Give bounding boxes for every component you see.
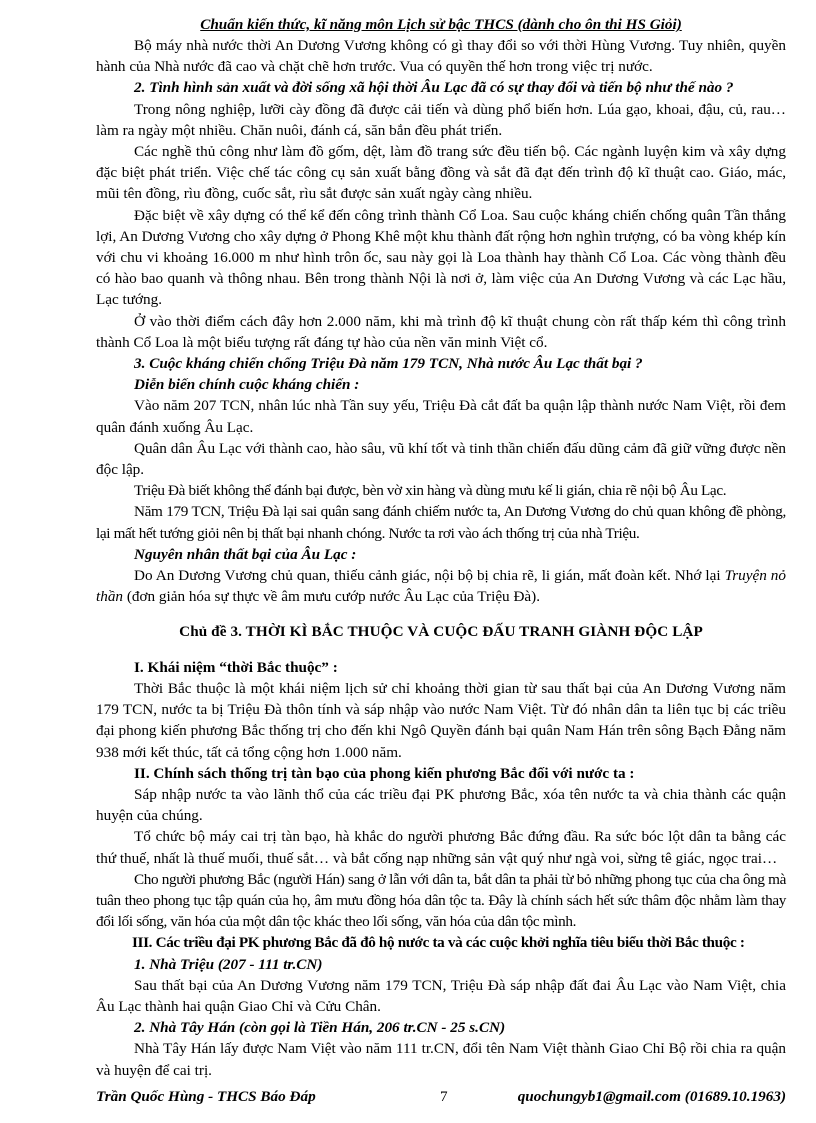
paragraph-state-apparatus: Bộ máy nhà nước thời An Dương Vương không có gì thay đổi so với thời Hùng Vương. Tuy nhiên, quyền hành của Nhà nước đã cao và chặt chẽ hơn trước. Vua có quyền thế hơn trong việc trị nước. bbox=[96, 37, 786, 76]
subheading-main-events: Diễn biến chính cuộc kháng chiến : bbox=[134, 376, 360, 394]
footer-author: Trần Quốc Hùng - THCS Báo Đáp bbox=[96, 1088, 316, 1105]
document-page bbox=[96, 14, 786, 1081]
footer-contact: quochungyb1@gmail.com (01689.10.1963) bbox=[517, 1088, 786, 1105]
paragraph-assimilation: Cho người phương Bắc (người Hán) sang ở lẫn với dân ta, bắt dân ta phải từ bỏ những phong tục của cha ông mà tuân theo phong tục tập quán của họ, âm mưu đồng hóa dân tộc ta. Đây là chính sách hết sức thâm độc nhằm làm thay đổi lối sống, văn hóa của một dân tộc khác theo lối sống, văn hóa của dân tộc mình. bbox=[96, 870, 786, 931]
paragraph-co-loa-pride: Ở vào thời điểm cách đây hơn 2.000 năm, khi mà trình độ kĩ thuật chung còn rất thấp kém thì công trình thành Cổ Loa là một biểu tượng rất đáng tự hào của nền văn minh Việt cổ. bbox=[96, 312, 786, 351]
section-ii-heading: II. Chính sách thống trị tàn bạo của phong kiến phương Bắc đối với nước ta : bbox=[134, 764, 635, 782]
paragraph-western-han: Nhà Tây Hán lấy được Nam Việt vào năm 111 tr.CN, đổi tên Nam Việt thành Giao Chỉ Bộ rồi chia ra quận và huyện để cai trị. bbox=[96, 1040, 786, 1079]
paragraph-agriculture: Trong nông nghiệp, lưỡi cày đồng đã được cải tiến và dùng phổ biến hơn. Lúa gạo, khoai, đậu, củ, rau… làm ra ngày một nhiều. Chăn nuôi, đánh cá, săn bắn đều phát triển. bbox=[96, 100, 786, 139]
section-i-heading: I. Khái niệm “thời Bắc thuộc” : bbox=[134, 658, 338, 676]
paragraph-independence: Quân dân Âu Lạc với thành cao, hào sâu, vũ khí tốt và tinh thần chiến đấu dũng cảm đã giữ vững được nền độc lập. bbox=[96, 439, 786, 479]
subheading-causes-of-defeat: Nguyên nhân thất bại của Âu Lạc : bbox=[134, 545, 357, 563]
paragraph-annexation: Sáp nhập nước ta vào lãnh thổ của các triều đại PK phương Bắc, xóa tên nước ta và chia thành các quận huyện của chúng. bbox=[96, 785, 786, 825]
section-iii-heading: III. Các triều đại PK phương Bắc đã đô hộ nước ta và các cuộc khởi nghĩa tiêu biểu thời Bắc thuộc : bbox=[132, 934, 745, 952]
magic-crossbow-legend: Truyện nỏ thần bbox=[96, 567, 786, 606]
paragraph-causes bbox=[96, 565, 786, 607]
paragraph-207-tcn: Vào năm 207 TCN, nhân lúc nhà Tần suy yếu, Triệu Đà cắt đất ba quận lập thành nước Nam Việt, rồi đem quân đánh xuống Âu Lạc. bbox=[96, 397, 786, 436]
paragraph-handicrafts: Các nghề thủ công như làm đồ gốm, dệt, làm đồ trang sức đều tiến bộ. Các ngành luyện kim và xây dựng đặc biệt phát triển. Việc chế tác công cụ sản xuất bằng đồng và sắt đã đạt đến trình độ kĩ thuật cao. Giáo, mác, mũi tên đồng, rìu đồng, cuốc sắt, rìu sắt được sản xuất ngày càng nhiều. bbox=[96, 143, 786, 203]
subsection-trieu-dynasty: 1. Nhà Triệu (207 - 111 tr.CN) bbox=[134, 955, 323, 973]
heading-production-society: 2. Tình hình sản xuất và đời sống xã hội thời Âu Lạc đã có sự thay đổi và tiến bộ như thế nào ? bbox=[134, 79, 734, 97]
heading-resistance-trieu-da: 3. Cuộc kháng chiến chống Triệu Đà năm 179 TCN, Nhà nước Âu Lạc thất bại ? bbox=[134, 355, 643, 373]
paragraph-division-scheme: Triệu Đà biết không thể đánh bại được, bèn vờ xin hàng và dùng mưu kế li gián, chia rẽ nội bộ Âu Lạc. bbox=[134, 482, 727, 500]
causes-text-end: (đơn giản hóa sự thực về âm mưu cướp nước Âu Lạc của Triệu Đà). bbox=[123, 588, 541, 606]
paragraph-co-loa: Đặc biệt về xây dựng có thể kể đến công trình thành Cổ Loa. Sau cuộc kháng chiến chống quân Tần thắng lợi, An Dương Vương cho xây dựng ở Phong Khê một khu thành đất rộng hơn nghìn trượng, có ba vòng khép kín với chu vi khoảng 16.000 m như hình trôn ốc, sau này gọi là Loa thành hay thành Cổ Loa. Các vòng thành đều có hào bao quanh và thông nhau. Bên trong thành Nội là nơi ở, làm việc của An Dương Vương và các Lạc hầu, Lạc tướng. bbox=[96, 206, 786, 309]
chapter-title: Chủ đề 3. THỜI KÌ BẮC THUỘC VÀ CUỘC ĐẤU TRANH GIÀNH ĐỘC LẬP bbox=[179, 623, 703, 641]
causes-text: Do An Dương Vương chủ quan, thiếu cảnh giác, nội bộ bị chia rẽ, li gián, mất đoàn kết. Nhớ lại bbox=[134, 567, 725, 585]
paragraph-trieu-dynasty: Sau thất bại của An Dương Vương năm 179 TCN, Triệu Đà sáp nhập đất đai Âu Lạc vào Nam Việt, chia Âu Lạc thành hai quận Giao Chỉ và Cửu Chân. bbox=[96, 976, 786, 1015]
subsection-western-han: 2. Nhà Tây Hán (còn gọi là Tiền Hán, 206 tr.CN - 25 s.CN) bbox=[134, 1019, 506, 1037]
page-footer bbox=[96, 1088, 786, 1106]
paragraph-179-tcn: Năm 179 TCN, Triệu Đà lại sai quân sang đánh chiếm nước ta, An Dương Vương do chủ quan không đề phòng, lại mất hết tướng giỏi nên bị thất bại nhanh chóng. Nước ta rơi vào ách thống trị của nhà Triệu. bbox=[96, 503, 786, 542]
paragraph-bac-thuoc-definition: Thời Bắc thuộc là một khái niệm lịch sử chỉ khoảng thời gian từ sau thất bại của An Dương Vương năm 179 TCN, nước ta bị Triệu Đà thôn tính và sáp nhập vào nước Nam Việt. Từ đó nhân dân ta liên tục bị các triều đại phong kiến phương Bắc thống trị cho đến khi Ngô Quyền đánh bại quân Nam Hán trên sông Bạch Đằng năm 938 mới kết thúc, tất cả tổng cộng hơn 1.000 năm. bbox=[96, 679, 786, 761]
page-header: Chuẩn kiến thức, kĩ năng môn Lịch sử bậc THCS (dành cho ôn thi HS Giỏi) bbox=[200, 16, 682, 33]
page-number: 7 bbox=[440, 1088, 448, 1105]
paragraph-exploitation: Tổ chức bộ máy cai trị tàn bạo, hà khắc do người phương Bắc đứng đầu. Ra sức bóc lột dân ta bằng các thứ thuế, nhất là thuế muối, thuế sắt… và bắt cống nạp những sản vật quý như ngà voi, sừng tê giác, ngọc trai… bbox=[96, 828, 786, 867]
